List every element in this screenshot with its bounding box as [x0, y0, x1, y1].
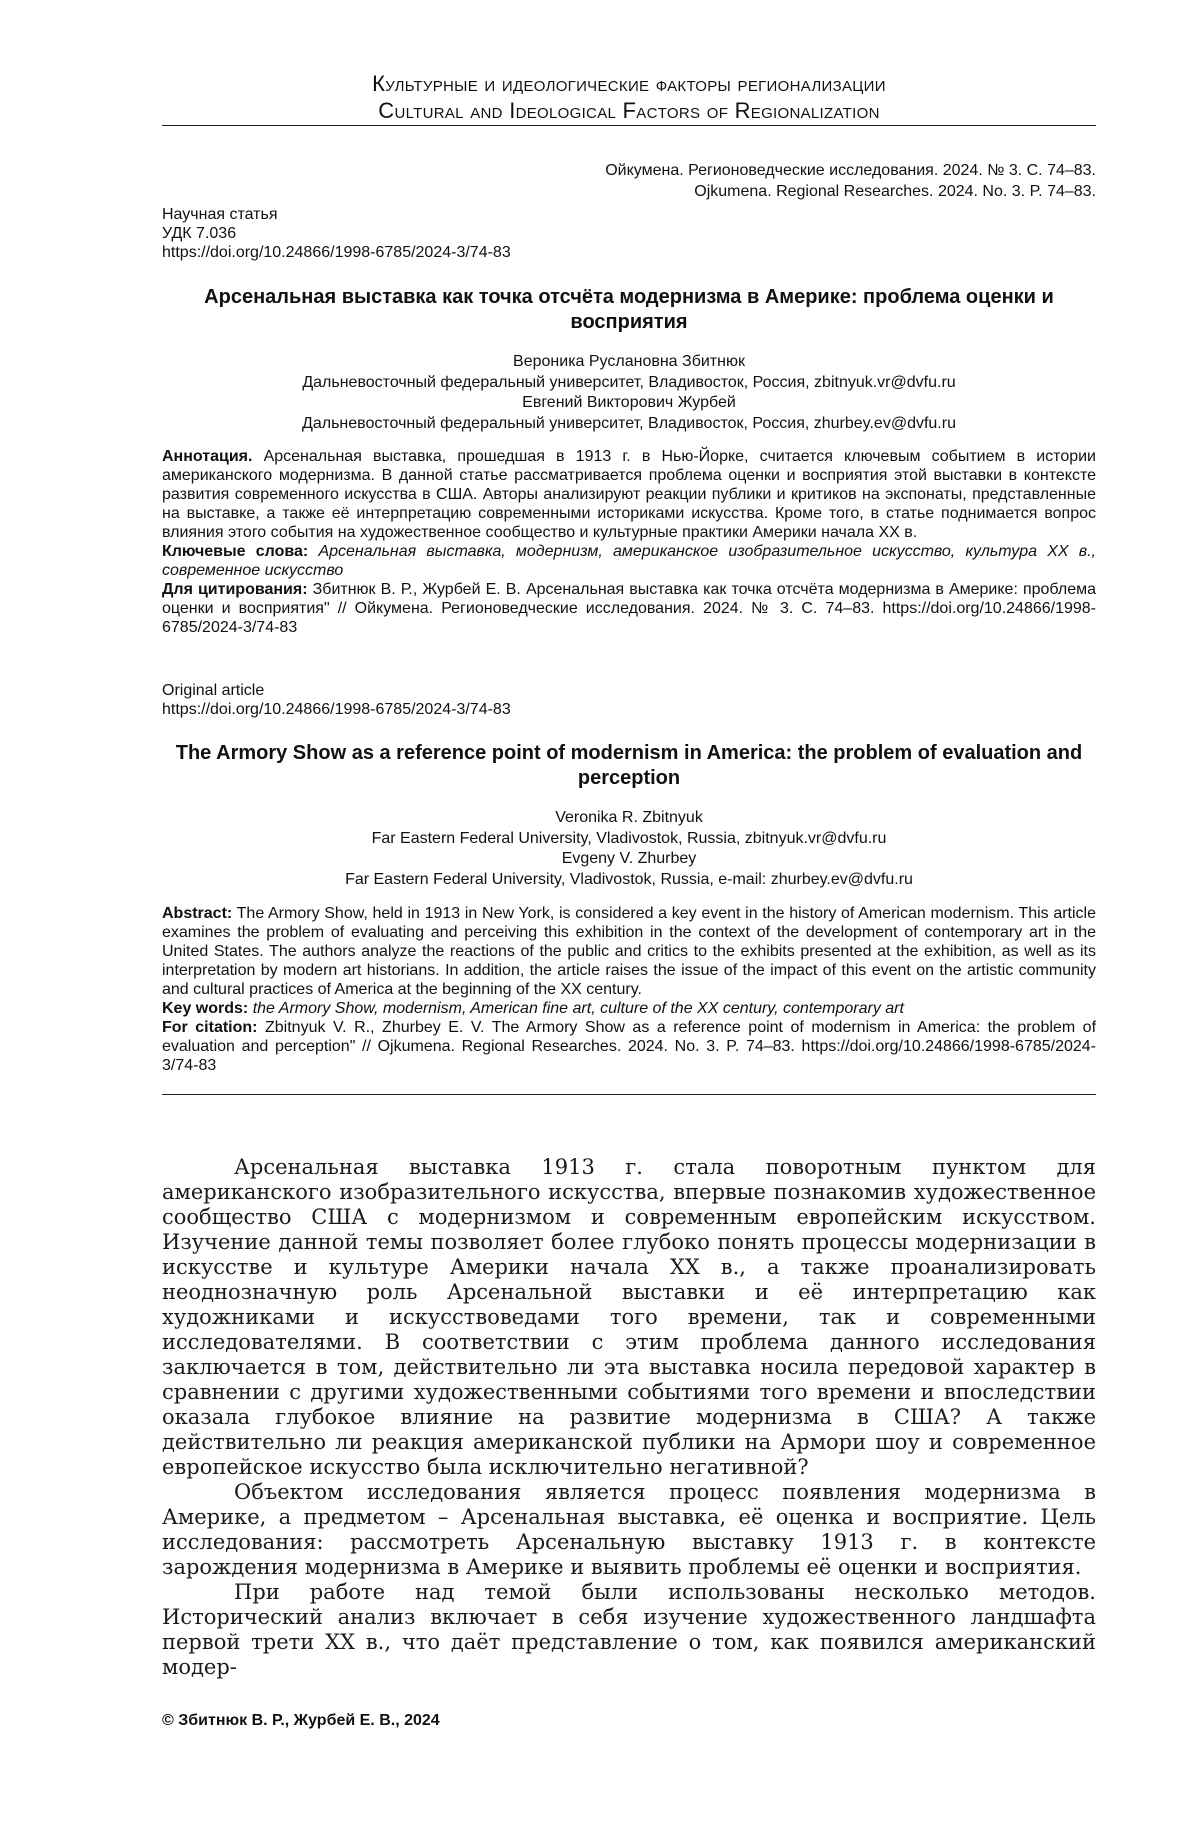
- affiliation-2-en: Far Eastern Federal University, Vladivostok, Russia, e-mail: zhurbey.ev@dvfu.ru: [162, 870, 1096, 891]
- keywords-label-en: Key words:: [162, 1000, 248, 1017]
- authors-en: [162, 808, 1096, 890]
- citation-text-en: Zbitnyuk V. R., Zhurbey E. V. The Armory Show as a reference point of modernism in America: the problem of evaluation and perception" // Ojkumena. Regional Researches. 2024. No. 3. P. 74–83. https://doi.org/10.24866/1998-6785/2024-3/74-83: [162, 1019, 1096, 1074]
- title-ru: Арсенальная выставка как точка отсчёта модернизма в Америке: проблема оценки и восприятия: [162, 285, 1096, 335]
- ru-article-meta: [162, 205, 1096, 262]
- citation-label-en: For citation:: [162, 1019, 258, 1036]
- paper-page: [162, 0, 1096, 1835]
- abstract-label-ru: Аннотация.: [162, 448, 252, 465]
- en-article-meta: [162, 681, 1096, 719]
- article-type-en: Original article: [162, 681, 1096, 700]
- abstract-label-en: Abstract:: [162, 905, 232, 922]
- author-2-ru: Евгений Викторович Журбей: [162, 393, 1096, 414]
- author-1-en: Veronika R. Zbitnyuk: [162, 808, 1096, 829]
- body-paragraph-2: Объектом исследования является процесс появления модернизма в Америке, а предметом – Арсенальная выставка, её оценка и восприятие. Цель исследования: рассмотреть Арсенальную выставку 1913 г. в контексте зарождения модернизма в Америке и выявить проблемы её оценки и восприятия.: [162, 1480, 1096, 1580]
- author-1-ru: Вероника Руслановна Збитнюк: [162, 352, 1096, 373]
- authors-ru: [162, 352, 1096, 434]
- abstract-ru: [162, 447, 1096, 542]
- body-paragraph-3: При работе над темой были использованы несколько методов. Исторический анализ включает в себя изучение художественного ландшафта первой трети XX в., что даёт представление о том, как появился американский модер-: [162, 1580, 1096, 1680]
- keywords-text-ru: Арсенальная выставка, модернизм, американское изобразительное искусство, культура XX в., современное искусство: [162, 543, 1096, 579]
- abstract-en: [162, 904, 1096, 999]
- body-text: [162, 1155, 1096, 1680]
- title-en: The Armory Show as a reference point of modernism in America: the problem of evaluation and perception: [162, 741, 1096, 791]
- abstract-text-ru: Арсенальная выставка, прошедшая в 1913 г. в Нью-Йорке, считается ключевым событием в истории американского модернизма. В данной статье рассматривается проблема оценки и восприятия этой выставки в контексте развития современного искусства в США. Авторы анализируют реакции публики и критиков на экспонаты, представленные на выставке, а также её интерпретацию современными историками искусства. Кроме того, в статье поднимается вопрос влияния этого события на художественное сообщество и культурные практики Америки начала XX в.: [162, 448, 1096, 541]
- citation-text-ru: Збитнюк В. Р., Журбей Е. В. Арсенальная выставка как точка отсчёта модернизма в Америке: проблема оценки и восприятия" // Ойкумена. Регионоведческие исследования. 2024. № 3. С. 74–83. https://doi.org/10.24866/1998-6785/2024-3/74-83: [162, 581, 1096, 636]
- running-header: [162, 70, 1096, 124]
- citation-label-ru: Для цитирования:: [162, 581, 308, 598]
- affiliation-2-ru: Дальневосточный федеральный университет, Владивосток, Россия, zhurbey.ev@dvfu.ru: [162, 414, 1096, 435]
- journal-ref-ru: Ойкумена. Регионоведческие исследования. 2024. № 3. С. 74–83.: [605, 160, 1096, 181]
- section-title-ru: Культурные и идеологические факторы регионализации: [162, 70, 1096, 97]
- header-rule: [162, 125, 1096, 126]
- journal-ref-en: Ojkumena. Regional Researches. 2024. No. 3. P. 74–83.: [605, 181, 1096, 202]
- copyright-notice: © Збитнюк В. Р., Журбей Е. В., 2024: [162, 1712, 1096, 1730]
- section-title-en: Cultural and Ideological Factors of Regionalization: [162, 97, 1096, 124]
- affiliation-1-ru: Дальневосточный федеральный университет, Владивосток, Россия, zbitnyuk.vr@dvfu.ru: [162, 373, 1096, 394]
- abstract-text-en: The Armory Show, held in 1913 in New York, is considered a key event in the history of American modernism. This article examines the problem of evaluating and perceiving this exhibition in the context of the development of contemporary art in the United States. The authors analyze the reactions of the public and critics to the exhibits presented at the exhibition, as well as its interpretation by modern art historians. In addition, the article raises the issue of the impact of this event on the artistic community and cultural practices of America at the beginning of the XX century.: [162, 905, 1096, 998]
- journal-reference: [605, 160, 1096, 202]
- keywords-en: [162, 999, 1096, 1018]
- abstract-separator-rule: [162, 1094, 1096, 1095]
- citation-en: [162, 1018, 1096, 1075]
- udc: УДК 7.036: [162, 224, 1096, 243]
- affiliation-1-en: Far Eastern Federal University, Vladivostok, Russia, zbitnyuk.vr@dvfu.ru: [162, 829, 1096, 850]
- body-paragraph-1: Арсенальная выставка 1913 г. стала поворотным пунктом для американского изобразительного искусства, впервые познакомив художественное сообщество США с модернизмом и современным европейским искусством. Изучение данной темы позволяет более глубоко понять процессы модернизации в искусстве и культуре Америки начала XX в., а также проанализировать неоднозначную роль Арсенальной выставки и её интерпретацию как художниками и искусствоведами того времени, так и современными исследователями. В соответствии с этим проблема данного исследования заключается в том, действительно ли эта выставка носила передовой характер в сравнении с другими художественными событиями того времени и впоследствии оказала глубокое влияние на развитие модернизма в США? А также действительно ли реакция американской публики на Армори шоу и современное европейское искусство была исключительно негативной?: [162, 1155, 1096, 1480]
- doi-en[interactable]: https://doi.org/10.24866/1998-6785/2024-3/74-83: [162, 700, 1096, 719]
- article-type-ru: Научная статья: [162, 205, 1096, 224]
- keywords-label-ru: Ключевые слова:: [162, 543, 308, 560]
- keywords-text-en: the Armory Show, modernism, American fine art, culture of the XX century, contemporary art: [253, 1000, 904, 1017]
- author-2-en: Evgeny V. Zhurbey: [162, 849, 1096, 870]
- citation-ru: [162, 580, 1096, 637]
- abstract-block-ru: [162, 447, 1096, 637]
- abstract-block-en: [162, 904, 1096, 1075]
- doi-ru[interactable]: https://doi.org/10.24866/1998-6785/2024-3/74-83: [162, 243, 1096, 262]
- keywords-ru: [162, 542, 1096, 580]
